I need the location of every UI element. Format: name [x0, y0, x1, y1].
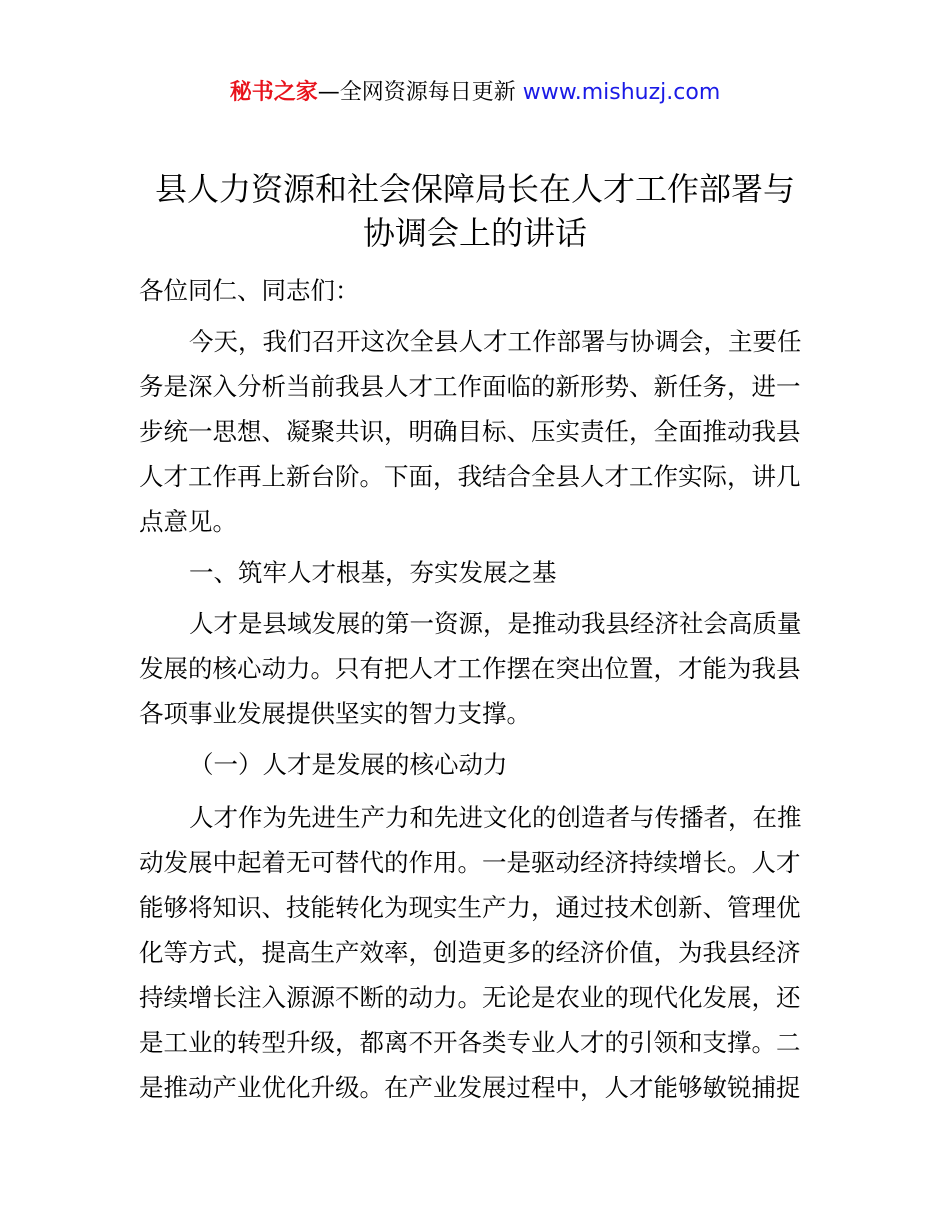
- paragraph-line: 点意见。: [139, 507, 237, 536]
- section-heading-1: 一、筑牢人才根基，夯实发展之基: [189, 558, 557, 587]
- document-body: [139, 268, 819, 1110]
- paragraph-subsection-1: [139, 795, 819, 1110]
- document-title: [120, 167, 830, 255]
- site-header: [0, 78, 950, 108]
- site-url-link[interactable]: www.mishuzj.com: [522, 80, 721, 105]
- paragraph-line: 人才作为先进生产力和先进文化的创造者与传播者，在推: [189, 803, 802, 832]
- paragraph-line: 人才是县域发展的第一资源，是推动我县经济社会高质量: [189, 609, 802, 638]
- paragraph-line: 是推动产业优化升级。在产业发展过程中，人才能够敏锐捕捉: [139, 1073, 801, 1102]
- brand-name: 秘书之家: [229, 80, 318, 105]
- subsection-heading-1: （一）人才是发展的核心动力: [189, 750, 508, 779]
- paragraph-line: 各项事业发展提供坚实的智力支撑。: [139, 699, 531, 728]
- paragraph-line: 能够将知识、技能转化为现实生产力，通过技术创新、管理优: [139, 893, 801, 922]
- paragraph-line: 务是深入分析当前我县人才工作面临的新形势、新任务，进一: [139, 372, 801, 401]
- paragraph-line: 是工业的转型升级，都离不开各类专业人才的引领和支撑。二: [139, 1028, 801, 1057]
- title-line-1: 县人力资源和社会保障局长在人才工作部署与: [154, 170, 795, 208]
- paragraph-line: 持续增长注入源源不断的动力。无论是农业的现代化发展，还: [139, 983, 801, 1012]
- paragraph-line: 化等方式，提高生产效率，创造更多的经济价值，为我县经济: [139, 938, 801, 967]
- title-line-2: 协调会上的讲话: [362, 214, 587, 252]
- salutation: 各位同仁、同志们：: [139, 276, 360, 305]
- paragraph-line: 动发展中起着无可替代的作用。一是驱动经济持续增长。人才: [139, 848, 801, 877]
- header-tagline: —全网资源每日更新: [317, 80, 523, 105]
- paragraph-line: 发展的核心动力。只有把人才工作摆在突出位置，才能为我县: [139, 654, 801, 683]
- paragraph-section-1: [139, 601, 819, 736]
- paragraph-line: 步统一思想、凝聚共识，明确目标、压实责任，全面推动我县: [139, 417, 801, 446]
- paragraph-line: 今天，我们召开这次全县人才工作部署与协调会，主要任: [189, 327, 802, 356]
- paragraph-intro: [139, 319, 819, 544]
- paragraph-line: 人才工作再上新台阶。下面，我结合全县人才工作实际，讲几: [139, 462, 801, 491]
